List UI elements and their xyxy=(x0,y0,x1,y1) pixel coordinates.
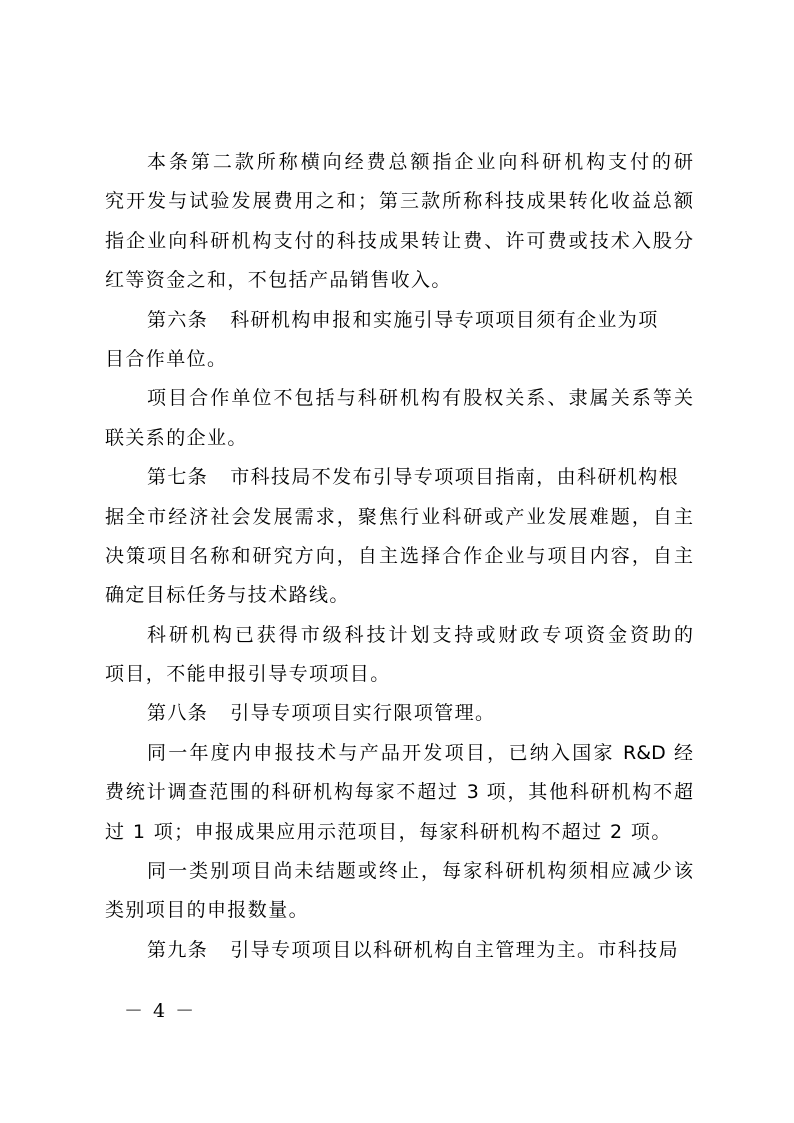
paragraph-line: 决策项目名称和研究方向，自主选择合作企业与项目内容，自主 xyxy=(105,544,693,567)
paragraph-line: 过 1 项；申报成果应用示范项目，每家科研机构不超过 2 项。 xyxy=(105,820,672,843)
paragraph-line: 据全市经济社会发展需求，聚焦行业科研或产业发展难题，自主 xyxy=(105,505,693,528)
paragraph-line: 科研机构已获得市级科技计划支持或财政专项资金资助的 xyxy=(147,623,693,646)
paragraph-line: 本条第二款所称横向经费总额指企业向科研机构支付的研 xyxy=(147,151,693,173)
paragraph-line: 项目，不能申报引导专项项目。 xyxy=(105,663,391,686)
body-text xyxy=(105,143,693,970)
paragraph-line: 同一类别项目尚未结题或终止，每家科研机构须相应减少该 xyxy=(147,860,693,883)
paragraph-line: 项目合作单位不包括与科研机构有股权关系、隶属关系等关 xyxy=(147,387,693,410)
article-heading: 第九条 xyxy=(147,938,209,961)
article-9-line: 第九条 引导专项项目以科研机构自主管理为主。市科技局 xyxy=(105,931,693,970)
paragraph-line: 类别项目的申报数量。 xyxy=(105,899,310,922)
article-heading: 第八条 xyxy=(147,702,209,725)
article-8-line: 第八条 引导专项项目实行限项管理。 xyxy=(105,694,693,733)
paragraph-line: 目合作单位。 xyxy=(105,347,228,370)
paragraph-line: 红等资金之和，不包括产品销售收入。 xyxy=(105,269,452,292)
paragraph-line: 指企业向科研机构支付的科技成果转让费、许可费或技术入股分 xyxy=(105,229,693,252)
paragraph-line: 究开发与试验发展费用之和；第三款所称科技成果转化收益总额 xyxy=(105,190,693,213)
article-heading: 第七条 xyxy=(147,466,209,489)
paragraph-line: 同一年度内申报技术与产品开发项目，已纳入国家 R&D 经 xyxy=(147,741,693,764)
paragraph-line: 费统计调查范围的科研机构每家不超过 3 项，其他科研机构不超 xyxy=(105,781,693,804)
article-heading: 第六条 xyxy=(147,308,209,331)
paragraph-line: 联关系的企业。 xyxy=(105,426,248,449)
page-number: － 4 － xyxy=(124,1000,197,1022)
article-7-line: 第七条 市科技局不发布引导专项项目指南，由科研机构根 xyxy=(105,458,693,497)
paragraph-line: 确定目标任务与技术路线。 xyxy=(105,584,350,607)
article-6-line: 第六条 科研机构申报和实施引导专项项目须有企业为项 xyxy=(105,301,693,340)
